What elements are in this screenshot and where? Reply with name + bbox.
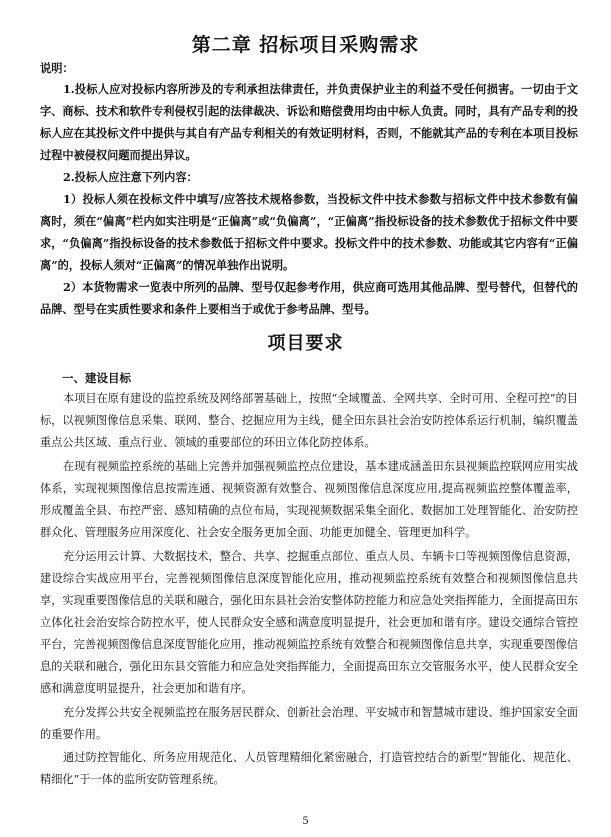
page-number: 5 bbox=[302, 816, 309, 827]
body-paragraph-2: 在现有视频监控系统的基础上完善并加强视频监控点位建设，基本建成涵盖田东县视频监控联网应用实战体系，实现视频图像信息按需连通、视频资源有效整合、视频图像信息深度应用,提高视频监控整体覆盖率，形成覆盖全县、布控严密、感知精确的点位布局，实现视频数据采集全面化、数据加工处理智能化、治安防控群众化、管理服务应用深度化、社会安全服务更加全面、功能更加健全、管理更加科学。 bbox=[40, 460, 578, 539]
heading-construction-goal: 一、建设目标 bbox=[62, 371, 131, 385]
note-label: 说明： bbox=[40, 61, 74, 75]
chapter-title: 第二章 招标项目采购需求 bbox=[191, 34, 420, 56]
body-paragraph-1: 本项目在原有建设的监控系统及网络部署基础上，按照“全域覆盖、全网共享、全时可用、全程可控”的目标，以视频图像信息采集、联网、整合、挖掘应用为主线，健全田东县社会治安防控体系运行机制，编织覆盖重点公共区域、重点行业、领域的重要部位的环田立体化防控体系。 bbox=[40, 392, 578, 449]
note-paragraph-1: 1.投标人应对投标内容所涉及的专利承担法律责任，并负责保护业主的利益不受任何损害。一切由于文字、商标、技术和软件专利侵权引起的法律裁决、诉讼和赔偿费用均由中标人负责。同时，具有产品专利的投标人应在其投标文件中提供与其自有产品专利相关的有效证明材料，否则，不能就其产品的专利在本项目投标过程中被侵权问题而提出异议。 bbox=[40, 82, 578, 162]
note-paragraph-2-1: 1）投标人须在投标文件中填写/应答技术规格参数，当投标文件中技术参数与招标文件中技术参数有偏离时，须在“偏离”栏内如实注明是“正偏离”或“负偏离”，“正偏离”指投标设备的技术参数优于招标文件中要求，“负偏离”指投标设备的技术参数低于招标文件中要求。投标文件中的技术参数、功能或其它内容有“正偏离”的，投标人须对“正偏离”的情况单独作出说明。 bbox=[40, 192, 578, 272]
section-title: 项目要求 bbox=[267, 333, 344, 354]
note-paragraph-2: 2.投标人应注意下列内容： bbox=[63, 170, 198, 184]
body-paragraph-3: 充分运用云计算、大数据技术，整合、共享、挖掘重点部位、重点人员、车辆卡口等视频图像信息资源，建设综合实战应用平台，完善视频图像信息深度智能化应用，推动视频监控系统有效整合和视频图像信息共享，实现重要图像信息的关联和融合，强化田东县社会治安整体防控能力和应急处突指挥能力，全面提高田东立体化社会治安综合防控水平，使人民群众安全感和满意度明显提升，社会更加和谐有序。建设交通综合管控平台，完善视频图像信息深度智能化应用，推动视频监控系统有效整合和视频图像信息共享，实现重要图像信息的关联和融合，强化田东县交管能力和应急处突指挥能力，全面提高田东立交管服务水平，使人民群众安全感和满意度明显提升，社会更加和谐有序。 bbox=[40, 550, 578, 695]
note-paragraph-2-2: 2）本货物需求一览表中所列的品牌、型号仅起参考作用，供应商可选用其他品牌、型号替代，但替代的品牌、型号在实质性要求和条件上要相当于或优于参考品牌、型号。 bbox=[40, 280, 578, 316]
body-paragraph-5: 通过防控智能化、所务应用规范化、人员管理精细化紧密融合，打造管控结合的新型“智能化、规范化、精细化”于一体的监所安防管理系统。 bbox=[40, 751, 578, 786]
body-paragraph-4: 充分发挥公共安全视频监控在服务居民群众、创新社会治理、平安城市和智慧城市建设、维护国家安全面的重要作用。 bbox=[40, 706, 578, 741]
